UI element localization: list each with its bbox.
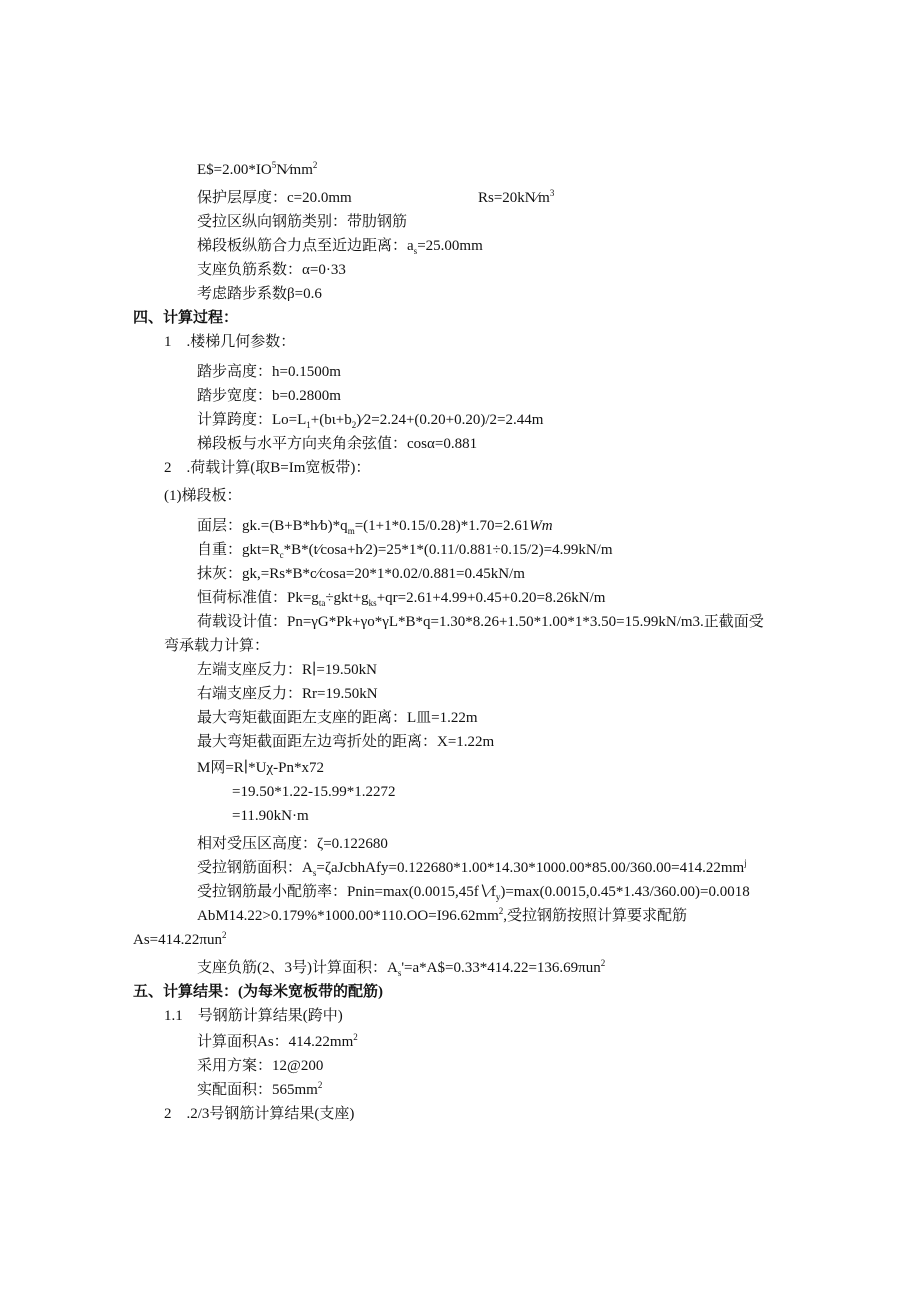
line-text: 恒荷标准值：Pk=g — [197, 590, 319, 606]
line-text: 梯段板与水平方向夹角余弦值：cosα=0.881 — [197, 436, 478, 452]
superscript-text: 2 — [353, 1032, 358, 1042]
line-text: +(bι+b — [310, 412, 352, 428]
calc-area-line — [197, 1032, 358, 1052]
line-text: 2 .2/3号钢筋计算结果(支座) — [164, 1106, 355, 1122]
line-text: E$=2.00*IO — [197, 162, 272, 178]
line-text: =(1+1*0.15/0.28)*1.70=2.61 — [354, 518, 530, 534]
tension-area-line — [197, 858, 747, 878]
line-text: 弯承载力计算： — [164, 638, 270, 654]
line-text: )∕2=2.24+(0.20+0.20)/2=2.44m — [356, 412, 544, 428]
rebar-type-line — [197, 212, 407, 232]
subsection-geometry — [164, 332, 295, 352]
calc-span-line — [197, 410, 543, 430]
line-text: As=414.22πun — [133, 932, 222, 948]
line-text: 受拉钢筋面积：A — [197, 860, 313, 876]
dead-load-line — [197, 588, 605, 608]
line-text: 荷载设计值：Pn=γG*Pk+γo*γL*B*q=1.30*8.26+1.50*1.00*1*3.50=15.99kN/m3.正截面受 — [197, 614, 764, 630]
line-text: Wm — [529, 518, 553, 534]
line-text: 1.1 号钢筋计算结果(跨中) — [164, 1008, 343, 1024]
line-text: 抹灰：gk,=Rs*B*c∕cosa=20*1*0.02/0.881=0.45kN/m — [197, 566, 525, 582]
area-check-line — [197, 906, 687, 926]
section-heading-process — [133, 308, 238, 328]
moment-substitution-line — [232, 782, 395, 802]
cosine-line — [197, 434, 477, 454]
line-text: 自重：gkt=R — [197, 542, 280, 558]
line-text: N∕mm — [276, 162, 313, 178]
line-text: 踏步高度：h=0.1500m — [197, 364, 341, 380]
unit-weight-line — [478, 188, 554, 208]
subscript-text: s — [397, 968, 402, 978]
superscript-text: 2 — [221, 930, 227, 940]
scheme-line — [197, 1056, 323, 1076]
superscript-text: j — [744, 858, 747, 868]
line-text: 采用方案：12@200 — [197, 1058, 324, 1074]
left-reaction-line — [197, 660, 377, 680]
superscript-text: 2 — [317, 1080, 323, 1090]
cover-thickness-line — [197, 188, 352, 208]
superscript-text: 2 — [498, 906, 504, 916]
max-moment-bend-line — [197, 732, 494, 752]
line-text: 踏步宽度：b=0.2800m — [197, 388, 341, 404]
self-weight-line — [197, 540, 613, 560]
negative-rebar-line — [197, 958, 605, 978]
line-text: Rs=20kN∕m — [478, 190, 550, 206]
compression-zone-line — [197, 834, 388, 854]
line-text: 支座负筋(2、3号)计算面积：A — [197, 960, 398, 976]
line-text: 左端支座反力：R∣=19.50kN — [197, 662, 377, 678]
line-text: 受拉区纵向钢筋类别：带肋钢筋 — [197, 214, 408, 230]
step-coefficient-line — [197, 284, 322, 304]
subscript-text: 2 — [351, 420, 357, 430]
line-text: 受拉钢筋最小配筋率：Pnin=max(0.0015,45f∖∕f — [197, 884, 496, 900]
rebar-1-result-heading — [164, 1006, 343, 1026]
line-text: M网=R∣*Uχ-Pn*x72 — [197, 760, 324, 776]
moment-formula-line — [197, 758, 324, 778]
subscript-text: y — [495, 892, 501, 902]
line-text: 2 .荷载计算(取B=Im宽板带)： — [164, 460, 371, 476]
line-text: ,受拉钢筋按照计算要求配筋 — [503, 908, 688, 924]
line-text: 最大弯矩截面距左支座的距离：L皿=1.22m — [197, 710, 478, 726]
subscript-text: 1 — [306, 420, 311, 430]
line-text: 五、计算结果：(为每米宽板带的配筋) — [133, 984, 383, 1000]
line-text: 实配面积：565mm — [197, 1082, 318, 1098]
line-text: +qr=2.61+4.99+0.45+0.20=8.26kN/m — [376, 590, 606, 606]
line-text: =19.50*1.22-15.99*1.2272 — [232, 784, 396, 800]
line-text: AbM14.22>0.179%*1000.00*110.OO=I96.62mm — [197, 908, 499, 924]
line-text: ÷gkt+g — [325, 590, 369, 606]
step-height-line — [197, 362, 341, 382]
step-width-line — [197, 386, 341, 406]
line-text: *B*(t∕cosa+h∕2)=25*1*(0.11/0.881÷0.15/2)=4.99kN/m — [283, 542, 613, 558]
section-heading-result — [133, 982, 383, 1002]
line-text: 相对受压区高度：ζ=0.122680 — [197, 836, 388, 852]
line-text: )=max(0.0015,0.45*1.43/360.00)=0.0018 — [500, 884, 750, 900]
subscript-text: s — [312, 868, 317, 878]
line-text: (1)梯段板： — [164, 488, 242, 504]
actual-area-line — [197, 1080, 322, 1100]
subscript-text: m — [347, 526, 355, 536]
subscript-text: ta — [318, 598, 326, 608]
superscript-text: 5 — [271, 160, 277, 170]
design-load-line — [197, 612, 764, 632]
right-reaction-line — [197, 684, 378, 704]
max-moment-distance-line — [197, 708, 478, 728]
line-text: 面层：gk.=(B+B*h∕b)*q — [197, 518, 348, 534]
elastic-modulus-line — [197, 160, 317, 180]
line-text: =25.00mm — [417, 238, 483, 254]
stair-slab-label — [164, 486, 242, 506]
subsection-load — [164, 458, 370, 478]
support-coefficient-line — [197, 260, 346, 280]
line-text: 计算跨度：Lo=L — [197, 412, 307, 428]
line-text: 保护层厚度：c=20.0mm — [197, 190, 352, 206]
line-text: =ζaJcbhAfy=0.122680*1.00*14.30*1000.00*85.00/360.00=414.22mm — [316, 860, 745, 876]
surface-load-line — [197, 516, 553, 536]
as-value-line — [133, 930, 226, 950]
min-ratio-line — [197, 882, 750, 902]
plaster-load-line — [197, 564, 525, 584]
moment-result-line — [232, 806, 309, 826]
rebar-distance-line — [197, 236, 483, 256]
line-text: 四、计算过程： — [133, 310, 239, 326]
line-text: =11.90kN·m — [232, 808, 309, 824]
subscript-text: c — [279, 550, 284, 560]
line-text: 计算面积As：414.22mm — [197, 1034, 354, 1050]
flexural-capacity-line — [164, 636, 269, 656]
subscript-text: ks — [368, 598, 377, 608]
superscript-text: 2 — [600, 958, 606, 968]
line-text: 梯段板纵筋合力点至近边距离：a — [197, 238, 414, 254]
subscript-text: s — [413, 246, 418, 256]
line-text: 最大弯矩截面距左边弯折处的距离：X=1.22m — [197, 734, 495, 750]
line-text: 右端支座反力：Rr=19.50kN — [197, 686, 378, 702]
superscript-text: 3 — [549, 188, 555, 198]
line-text: 1 .楼梯几何参数： — [164, 334, 296, 350]
superscript-text: 2 — [312, 160, 318, 170]
line-text: 考虑踏步系数β=0.6 — [197, 286, 322, 302]
rebar-23-result-heading — [164, 1104, 354, 1124]
line-text: 支座负筋系数：α=0·33 — [197, 262, 346, 278]
line-text: '=a*A$=0.33*414.22=136.69πun — [401, 960, 601, 976]
